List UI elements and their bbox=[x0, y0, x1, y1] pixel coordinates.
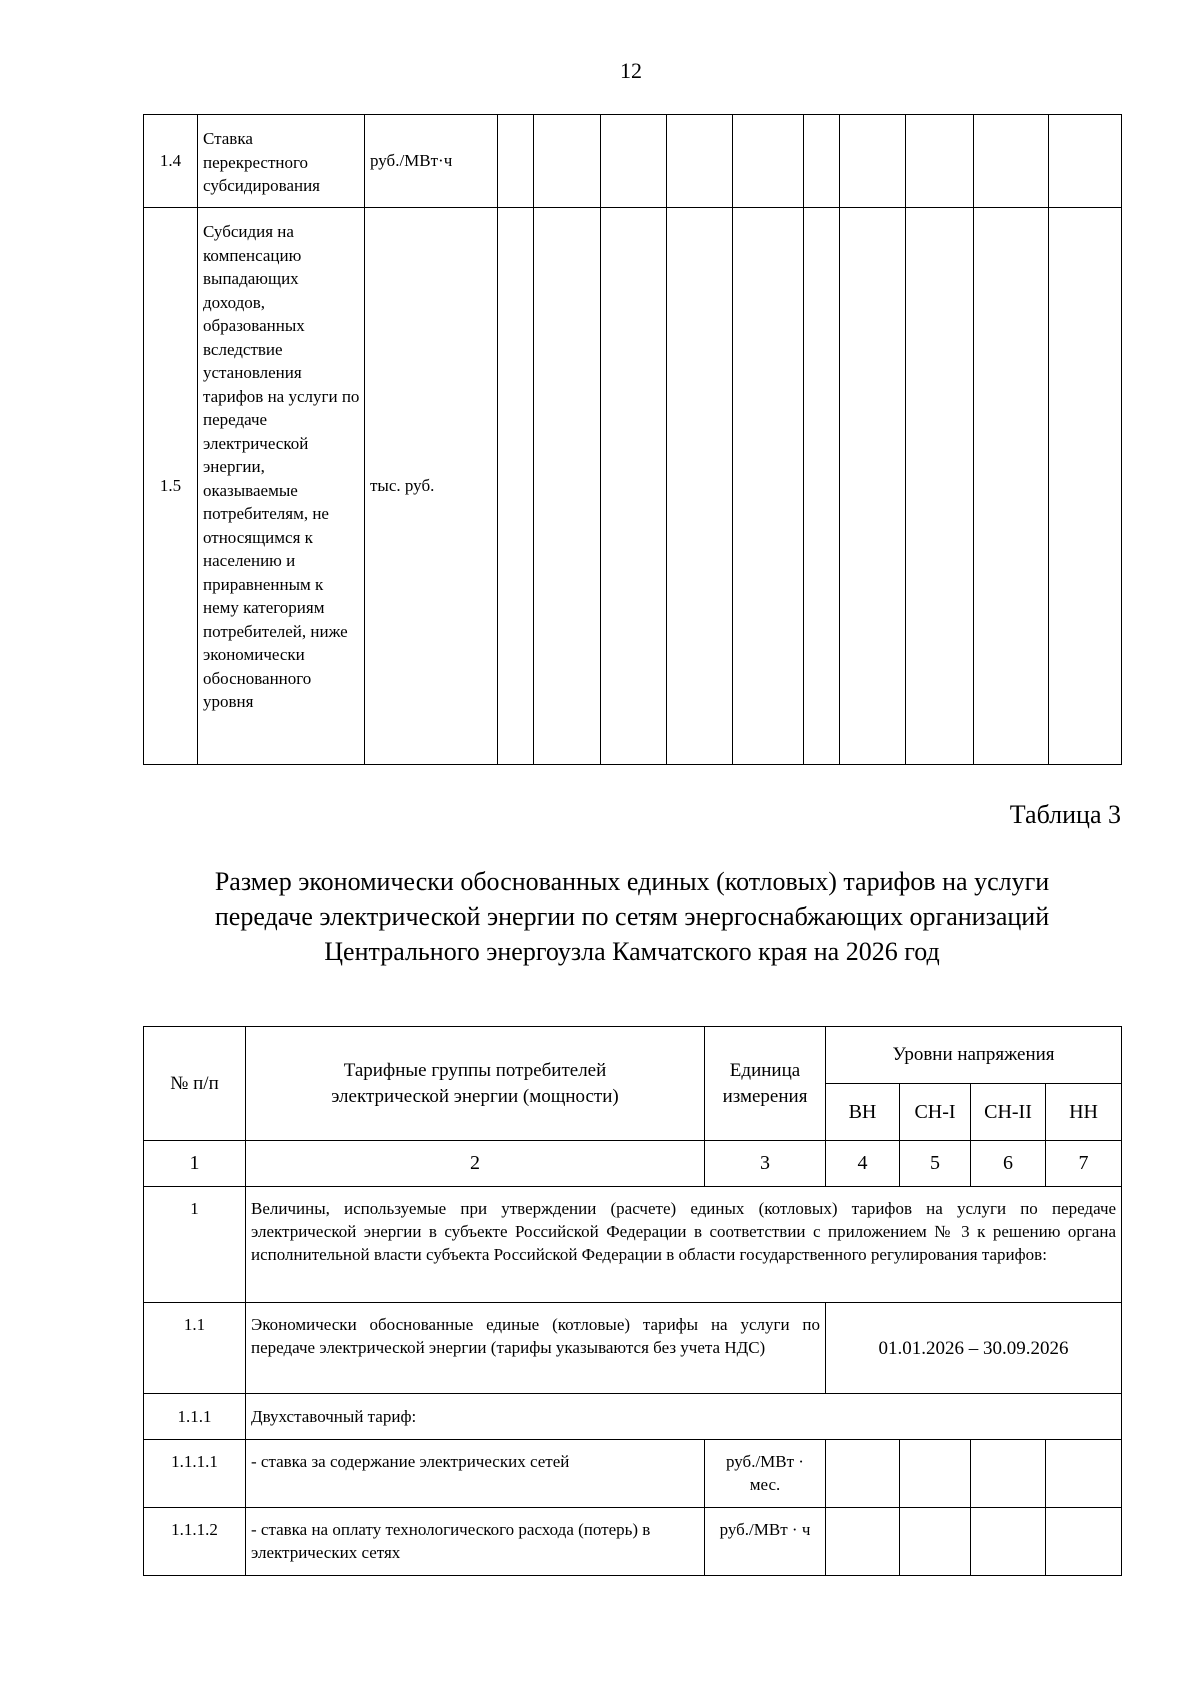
column-number: 1 bbox=[144, 1141, 246, 1187]
table-row bbox=[144, 1440, 1122, 1508]
continuation-table bbox=[143, 114, 1122, 765]
empty-cell bbox=[498, 208, 534, 765]
table-row bbox=[144, 1508, 1122, 1576]
header-nn: НН bbox=[1046, 1084, 1122, 1141]
column-number-row bbox=[144, 1141, 1122, 1187]
row-unit: руб./МВт · ч bbox=[705, 1508, 826, 1576]
row-unit: тыс. руб. bbox=[365, 208, 498, 765]
empty-cell bbox=[534, 115, 601, 208]
row-number: 1.1.1.2 bbox=[144, 1508, 246, 1576]
header-row bbox=[144, 1027, 1122, 1084]
table-row bbox=[144, 1394, 1122, 1440]
empty-cell bbox=[804, 208, 840, 765]
column-number: 7 bbox=[1046, 1141, 1122, 1187]
empty-cell bbox=[667, 115, 733, 208]
row-description: Ставка перекрестного субсидирования bbox=[198, 115, 365, 208]
header-voltage-levels: Уровни напряжения bbox=[826, 1027, 1122, 1084]
header-sn2: СН-II bbox=[971, 1084, 1046, 1141]
empty-cell bbox=[1046, 1508, 1122, 1576]
column-number: 3 bbox=[705, 1141, 826, 1187]
tariff-period: 01.01.2026 – 30.09.2026 bbox=[826, 1303, 1122, 1394]
column-number: 5 bbox=[900, 1141, 971, 1187]
empty-cell bbox=[733, 115, 804, 208]
tariff-table bbox=[143, 1026, 1122, 1576]
row-text: - ставка на оплату технологического расхода (потерь) в электрических сетях bbox=[246, 1508, 705, 1576]
empty-cell bbox=[900, 1440, 971, 1508]
empty-cell bbox=[826, 1440, 900, 1508]
table-title bbox=[143, 864, 1121, 969]
empty-cell bbox=[1046, 1440, 1122, 1508]
empty-cell bbox=[733, 208, 804, 765]
empty-cell bbox=[534, 208, 601, 765]
empty-cell bbox=[1049, 115, 1122, 208]
table-row bbox=[144, 208, 1122, 765]
page-number: 12 bbox=[620, 58, 642, 83]
header-vn: ВН bbox=[826, 1084, 900, 1141]
empty-cell bbox=[974, 115, 1049, 208]
empty-cell bbox=[906, 208, 974, 765]
empty-cell bbox=[974, 208, 1049, 765]
row-text: Величины, используемые при утверждении (расчете) единых (котловых) тарифов на услуги по передаче электрической энергии в субъекте Российской Федерации в соответствии с приложением № 3 к решению органа исполнительной власти субъекта Российской Федерации в области государственного регулирования тарифов: bbox=[246, 1187, 1122, 1303]
empty-cell bbox=[826, 1508, 900, 1576]
empty-cell bbox=[601, 115, 667, 208]
empty-cell bbox=[840, 208, 906, 765]
row-description: Субсидия на компенсацию выпадающих доходов, образованных вследствие установления тарифов на услуги по передаче электрической энергии, оказываемые потребителям, не относящимся к населению и приравненным к нему категориям потребителей, ниже экономически обоснованного уровня bbox=[198, 208, 365, 765]
empty-cell bbox=[1049, 208, 1122, 765]
table-row bbox=[144, 115, 1122, 208]
empty-cell bbox=[971, 1440, 1046, 1508]
column-number: 6 bbox=[971, 1141, 1046, 1187]
empty-cell bbox=[840, 115, 906, 208]
empty-cell bbox=[601, 208, 667, 765]
row-number: 1.4 bbox=[144, 115, 198, 208]
empty-cell bbox=[667, 208, 733, 765]
header-tariff-groups: Тарифные группы потребителей электрической энергии (мощности) bbox=[246, 1027, 705, 1141]
column-number: 4 bbox=[826, 1141, 900, 1187]
table-caption: Таблица 3 bbox=[1009, 800, 1121, 829]
header-sn1: СН-I bbox=[900, 1084, 971, 1141]
table-row bbox=[144, 1187, 1122, 1303]
empty-cell bbox=[900, 1508, 971, 1576]
row-text: Экономически обоснованные единые (котловые) тарифы на услуги по передаче электрической энергии (тарифы указываются без учета НДС) bbox=[246, 1303, 826, 1394]
row-number: 1.1.1.1 bbox=[144, 1440, 246, 1508]
row-number: 1.1 bbox=[144, 1303, 246, 1394]
empty-cell bbox=[498, 115, 534, 208]
empty-cell bbox=[906, 115, 974, 208]
empty-cell bbox=[971, 1508, 1046, 1576]
title-line: передаче электрической энергии по сетям энергоснабжающих организаций bbox=[214, 902, 1050, 931]
empty-cell bbox=[804, 115, 840, 208]
row-text: Двухставочный тариф: bbox=[246, 1394, 1122, 1440]
table-row bbox=[144, 1303, 1122, 1394]
title-line: Центрального энергоузла Камчатского края на 2026 год bbox=[324, 937, 940, 966]
row-number: 1.5 bbox=[144, 208, 198, 765]
row-number: 1.1.1 bbox=[144, 1394, 246, 1440]
row-text: - ставка за содержание электрических сетей bbox=[246, 1440, 705, 1508]
row-unit: руб./МВт · мес. bbox=[705, 1440, 826, 1508]
row-unit: руб./МВт·ч bbox=[365, 115, 498, 208]
header-unit: Единица измерения bbox=[705, 1027, 826, 1141]
header-number: № п/п bbox=[144, 1027, 246, 1141]
title-line: Размер экономически обоснованных единых (котловых) тарифов на услуги bbox=[214, 867, 1050, 896]
column-number: 2 bbox=[246, 1141, 705, 1187]
row-number: 1 bbox=[144, 1187, 246, 1303]
